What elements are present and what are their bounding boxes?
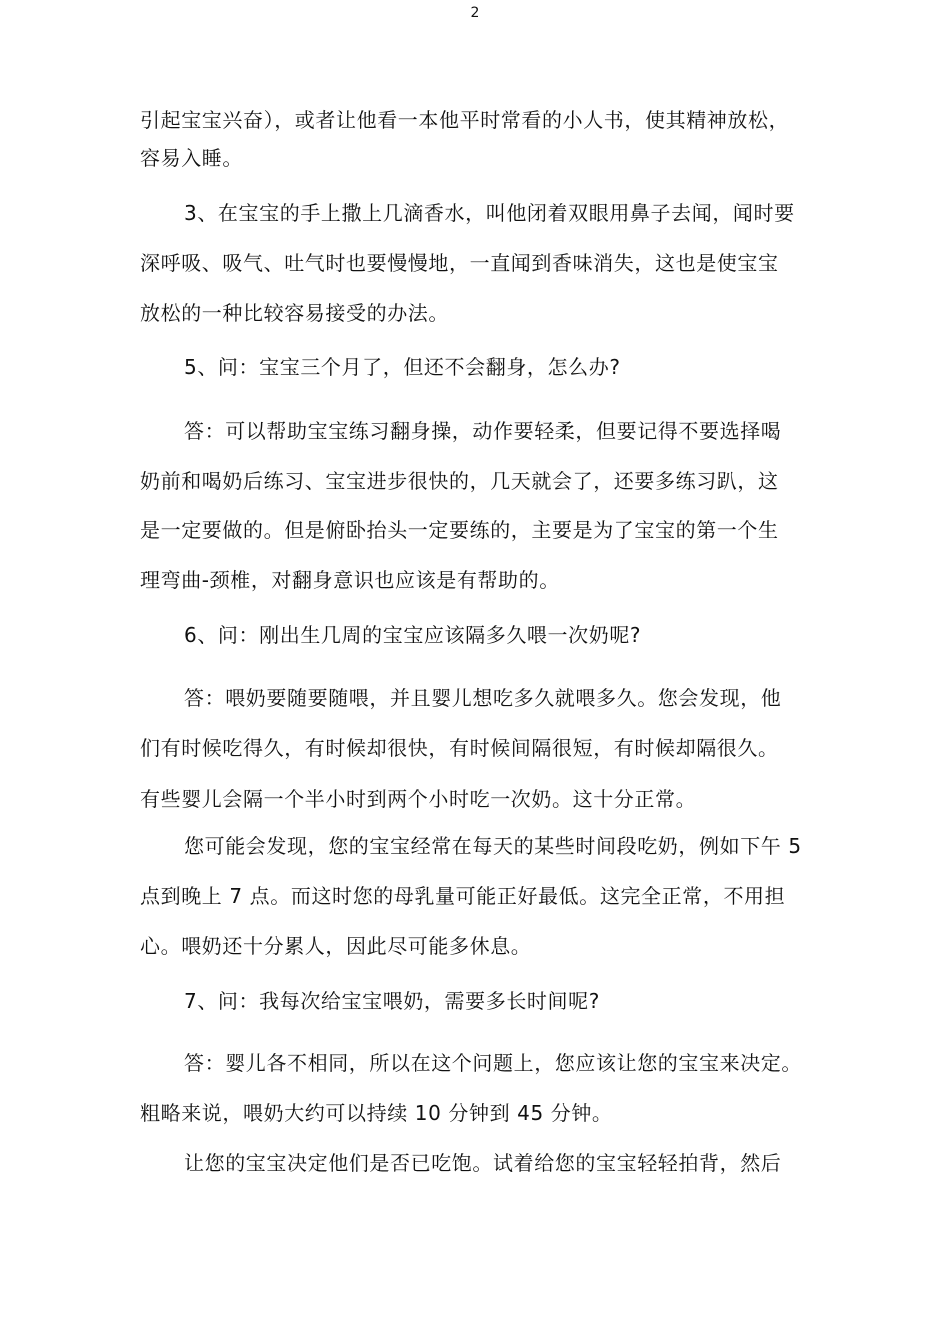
text-line: 奶前和喝奶后练习、宝宝进步很快的，几天就会了，还要多练习趴，这 — [140, 469, 779, 493]
text-line: 有些婴儿会隔一个半小时到两个小时吃一次奶。这十分正常。 — [140, 787, 697, 811]
text-line: 答：可以帮助宝宝练习翻身操，动作要轻柔，但要记得不要选择喝 — [184, 419, 782, 443]
text-line: 3、在宝宝的手上撒上几滴香水，叫他闭着双眼用鼻子去闻，闻时要 — [184, 201, 795, 225]
text-line: 粗略来说，喂奶大约可以持续 10 分钟到 45 分钟。 — [140, 1101, 613, 1125]
text-line: 7、问：我每次给宝宝喂奶，需要多长时间呢? — [184, 989, 600, 1013]
text-line: 点到晚上 7 点。而这时您的母乳量可能正好最低。这完全正常，不用担 — [140, 884, 786, 908]
text-line: 容易入睡。 — [140, 146, 243, 170]
text-line: 是一定要做的。但是俯卧抬头一定要练的，主要是为了宝宝的第一个生 — [140, 518, 779, 542]
text-line: 答：婴儿各不相同，所以在这个问题上，您应该让您的宝宝来决定。 — [184, 1051, 802, 1075]
text-line: 您可能会发现，您的宝宝经常在每天的某些时间段吃奶，例如下午 5 — [184, 834, 802, 858]
text-line: 理弯曲-颈椎，对翻身意识也应该是有帮助的。 — [140, 568, 560, 592]
page-number: 2 — [470, 5, 480, 21]
text-line: 答：喂奶要随要随喂，并且婴儿想吃多久就喂多久。您会发现，他 — [184, 686, 782, 710]
text-line: 让您的宝宝决定他们是否已吃饱。试着给您的宝宝轻轻拍背，然后 — [184, 1151, 782, 1175]
text-line: 们有时候吃得久，有时候却很快，有时候间隔很短，有时候却隔很久。 — [140, 736, 779, 760]
text-line: 心。喂奶还十分累人，因此尽可能多休息。 — [140, 934, 532, 958]
text-line: 6、问：刚出生几周的宝宝应该隔多久喂一次奶呢? — [184, 623, 642, 647]
text-line: 深呼吸、吸气、吐气时也要慢慢地，一直闻到香味消失，这也是使宝宝 — [140, 251, 779, 275]
text-line: 引起宝宝兴奋），或者让他看一本他平时常看的小人书，使其精神放松， — [140, 108, 790, 132]
text-line: 5、问：宝宝三个月了，但还不会翻身，怎么办? — [184, 355, 621, 379]
text-line: 放松的一种比较容易接受的办法。 — [140, 301, 449, 325]
